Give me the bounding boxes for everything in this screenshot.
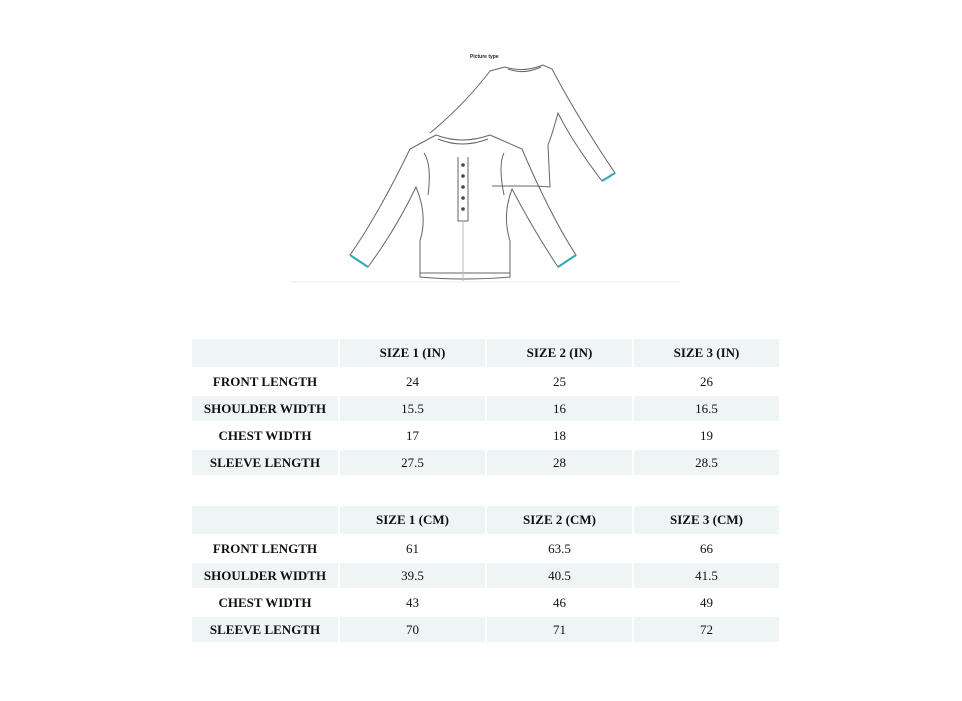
table-cell: 43 [406,594,419,610]
button-placket-buttons [461,163,465,211]
size-chart-centimeters [190,504,781,644]
corner-cell [192,506,338,534]
table-cell: 49 [700,594,713,610]
row-label: FRONT LENGTH [212,373,318,389]
row-label: SHOULDER WIDTH [192,563,338,588]
table-cell: 66 [700,540,713,556]
table-cell: 72 [634,617,779,642]
table-cell: 26 [700,373,713,389]
row-label: FRONT LENGTH [212,540,318,556]
table-row [192,396,779,421]
column-header: SIZE 1 (IN) [340,339,485,367]
table-cell: 16 [487,396,632,421]
table-row [192,369,779,394]
column-header: SIZE 1 (CM) [340,506,485,534]
corner-cell [192,339,338,367]
table-cell: 17 [406,427,419,443]
table-cell: 27.5 [340,450,485,475]
column-header: SIZE 3 (IN) [634,339,779,367]
table-cell: 70 [340,617,485,642]
table-row [192,450,779,475]
table-row [192,536,779,561]
table-cell: 16.5 [634,396,779,421]
table-cell: 19 [700,427,713,443]
table-cell: 41.5 [634,563,779,588]
table-cell: 28.5 [634,450,779,475]
size-chart-inches [190,337,781,477]
table-row [192,423,779,448]
table-cell: 24 [406,373,419,389]
row-label: SLEEVE LENGTH [192,617,338,642]
column-header: SIZE 3 (CM) [634,506,779,534]
table-cell: 28 [487,450,632,475]
table-cell: 15.5 [340,396,485,421]
row-label: SLEEVE LENGTH [192,450,338,475]
shirt-technical-drawing [290,45,680,285]
table-row [192,563,779,588]
table-cell: 63.5 [548,540,571,556]
table-row [192,590,779,615]
row-label: SHOULDER WIDTH [192,396,338,421]
table-cell: 39.5 [340,563,485,588]
table-cell: 71 [487,617,632,642]
table-cell: 61 [406,540,419,556]
table-cell: 46 [553,594,566,610]
column-header: SIZE 2 (IN) [487,339,632,367]
table-cell: 18 [553,427,566,443]
picture-type-label: Picture type [470,54,499,60]
row-label: CHEST WIDTH [218,427,312,443]
table-cell: 25 [553,373,566,389]
column-header: SIZE 2 (CM) [487,506,632,534]
table-row [192,617,779,642]
row-label: CHEST WIDTH [218,594,312,610]
table-cell: 40.5 [487,563,632,588]
